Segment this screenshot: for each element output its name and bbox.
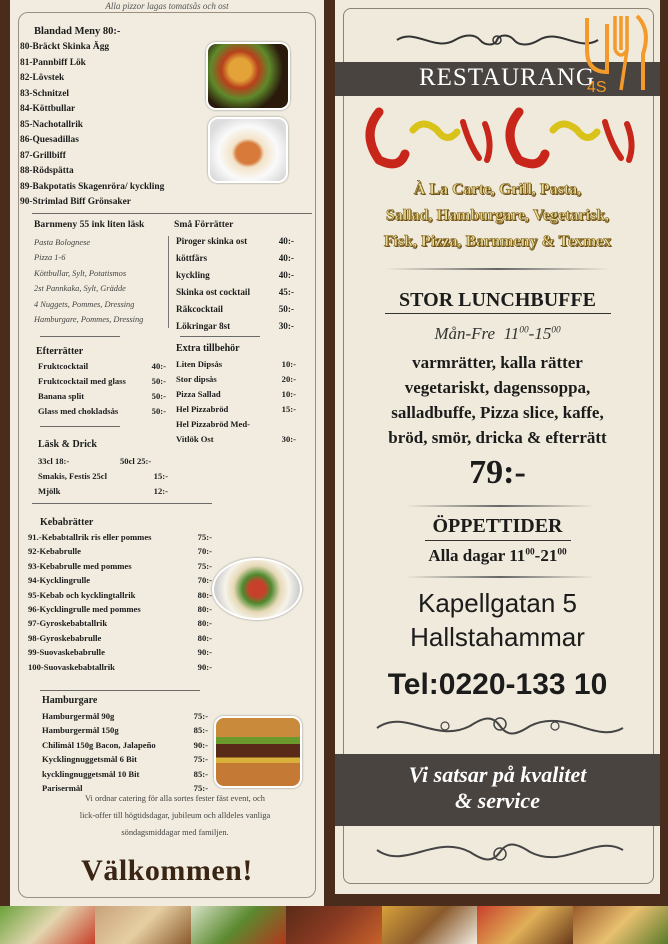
dessert-item [38, 389, 166, 405]
lunch-days: Mån-Fre [434, 324, 496, 343]
extra-item-name: Hel Pizzabröd Med- [176, 419, 250, 429]
divider [385, 313, 611, 314]
kebab-item-price: 75:- [197, 532, 212, 542]
hours-title: ÖPPETTIDER [432, 515, 563, 537]
lunch-desc-line: varmrätter, kalla rätter [412, 353, 583, 372]
kebab-item-price: 90:- [197, 647, 212, 658]
dessert-item-name: Fruktcocktail [38, 361, 89, 371]
cuisine-line: À La Carte, Grill, Pasta, [413, 181, 582, 198]
extra-item-price: 10:- [281, 359, 296, 369]
food-image-salad [212, 558, 302, 620]
extra-item [176, 372, 296, 388]
kebab-item-name: 91.-Kebabtallrik ris eller pommes [28, 532, 152, 542]
food-image-steak [208, 117, 288, 183]
dessert-item-price: 50:- [151, 376, 166, 386]
burger-item [42, 723, 208, 739]
drink-name: 33cl 18:- [38, 456, 70, 466]
extra-item-name: Hel Pizzabröd [176, 404, 229, 414]
extra-item-name: Vitlök Ost [176, 434, 214, 444]
starter-item-price: 30:- [278, 321, 294, 331]
kebab-item-name: 92-Kebabrulle [28, 546, 81, 557]
drink-mid: 50cl 25:- [120, 456, 152, 466]
food-photo [477, 906, 572, 944]
scroll-ornament-icon [375, 832, 625, 872]
scroll-ornament-icon [375, 706, 625, 746]
kebab-item-price: 90:- [197, 661, 212, 672]
starter-item [176, 302, 294, 318]
menu-item: 90-Strimlad Biff Grönsaker [20, 197, 131, 207]
cuisine-line: Sallad, Hamburgare, Vegetarisk, [385, 207, 610, 224]
kebab-item-name: 94-Kycklingrulle [28, 575, 91, 586]
divider [32, 503, 212, 504]
kebab-item-name: 98-Gyroskebabrulle [28, 632, 102, 643]
extra-item [176, 402, 296, 418]
menu-item: 88-Rödspätta [20, 166, 74, 176]
starter-item-price: 40:- [278, 236, 294, 246]
divider [405, 576, 595, 578]
divider [405, 505, 595, 507]
divider [40, 336, 120, 337]
dessert-item-name: Fruktcocktail med glass [38, 376, 126, 386]
kebab-item-price: 70:- [197, 575, 212, 586]
burger-item [42, 752, 208, 768]
starter-item-name: Skinka ost cocktail [176, 287, 251, 297]
kebab-item [28, 573, 212, 589]
kebab-item-name: 97-Gyroskebabtallrik [28, 618, 108, 629]
extra-item-price: 15:- [281, 404, 296, 414]
lunch-to-sup: 00 [551, 325, 561, 336]
burger-item-price: 85:- [193, 768, 208, 779]
hours-sup: 00 [557, 547, 567, 558]
kids-item: 4 Nuggets, Pommes, Dressing [34, 299, 135, 309]
kebab-item [28, 616, 212, 632]
kebab-item [28, 588, 212, 604]
kebab-item-name: 100-Suovaskebabtallrik [28, 661, 115, 672]
kebab-item-name: 95-Kebab och kycklingtallrik [28, 589, 136, 600]
lunch-from-sup: 00 [519, 325, 529, 336]
logo-text: 4S [587, 79, 607, 94]
burger-item-name: Hamburgermål 90g [42, 711, 115, 721]
drink-price: 15:- [153, 471, 168, 481]
fork-knife-logo-icon [581, 10, 653, 94]
lunch-desc-line: salladbuffe, Pizza slice, kaffe, [391, 403, 604, 422]
extra-item-price: 30:- [281, 434, 296, 444]
kebab-item-name: 93-Kebabrulle med pommes [28, 560, 132, 571]
menu-item: 84-Köttbullar [20, 104, 76, 114]
catering-note [40, 790, 310, 841]
drink-price: 12:- [153, 486, 168, 496]
hours-to: -21 [534, 546, 558, 565]
blandad-title: Blandad Meny 80:- [34, 26, 121, 37]
burger-item-name: Hamburgermål 150g [42, 725, 119, 736]
chili-pepper-icon [359, 104, 639, 170]
dessert-item-name: Glass med chokladsås [38, 406, 119, 416]
kebab-item [28, 660, 212, 676]
divider [385, 268, 610, 270]
left-menu-panel [10, 0, 324, 906]
burger-item [42, 738, 208, 754]
lunch-desc-line: vegetariskt, dagenssoppa, [404, 378, 591, 397]
starter-item [176, 319, 294, 335]
smaratter-title: Små Förrätter [174, 219, 234, 230]
address-street: Kapellgatan 5 [417, 588, 578, 618]
drink-item [38, 454, 168, 470]
kids-item: Pasta Bolognese [34, 238, 91, 247]
dessert-item-name: Banana split [38, 391, 85, 401]
kebab-item [28, 645, 212, 661]
drink-name: Smakis, Festis 25cl [38, 471, 107, 481]
burger-item-price: 90:- [193, 739, 208, 750]
starter-item [176, 234, 294, 250]
kebab-item-price: 80:- [197, 618, 212, 629]
cuisine-line: Fisk, Pizza, Barnmeny & Texmex [383, 233, 612, 250]
extra-item [176, 387, 296, 403]
hamburgare-title: Hamburgare [42, 695, 98, 706]
menu-item: 87-Grillbiff [20, 150, 66, 161]
food-photo [286, 906, 381, 944]
kebab-item-name: 96-Kycklingrulle med pommes [28, 604, 141, 614]
barnmeny-title: Barnmeny 55 ink liten läsk [34, 219, 145, 230]
hours-text [335, 546, 660, 566]
food-photo [95, 906, 190, 944]
burger-item-name: Parisermål [42, 783, 83, 793]
extra-item-price: 20:- [281, 374, 296, 384]
dessert-item [38, 404, 166, 420]
menu-item: 85-Nachotallrik [20, 119, 84, 130]
food-photo [0, 906, 95, 944]
starter-item-price: 50:- [278, 304, 294, 314]
burger-item-name: Kycklingnuggetsmål 6 Bit [42, 754, 138, 765]
kebab-item [28, 559, 212, 575]
dessert-item-price: 50:- [151, 406, 166, 416]
divider [425, 540, 571, 541]
menu-item: 89-Bakpotatis Skagenröra/ kyckling [20, 181, 165, 192]
welcome-heading: Välkommen! [81, 854, 253, 887]
kids-item: Köttbullar, Sylt, Potatismos [34, 268, 127, 278]
menu-item: 80-Bräckt Skinka Ägg [20, 42, 110, 52]
kids-item: 2st Pannkaka, Sylt, Grädde [34, 284, 126, 294]
dessert-item-price: 40:- [151, 361, 166, 371]
burger-item-price: 75:- [193, 783, 208, 793]
hours-days: Alla dagar 11 [428, 546, 526, 565]
burger-item [42, 781, 208, 797]
catering-line: lick-offer till högtidsdagar, jubileum och alldeles vanliga [79, 811, 271, 820]
kebab-item-price: 80:- [197, 632, 212, 643]
starter-item [176, 285, 294, 301]
menu-item: 82-Lövstek [20, 73, 65, 83]
kids-item: Hamburgare, Pommes, Dressing [34, 315, 144, 324]
kebab-item [28, 631, 212, 647]
scroll-ornament-icon [395, 26, 600, 54]
drink-name: Mjölk [38, 486, 61, 496]
lunch-price: 79:- [469, 454, 526, 491]
divider [180, 336, 260, 337]
extra-item-name: Pizza Sallad [176, 389, 221, 399]
starter-item-name: kyckling [176, 270, 210, 280]
starter-item-name: Räkcocktail [176, 304, 223, 314]
extra-item-price: 10:- [281, 389, 296, 399]
address-city: Hallstahammar [410, 622, 585, 652]
menu-item: 86-Quesadillas [20, 135, 79, 145]
food-image-nachos [206, 42, 290, 110]
dessert-item [38, 374, 166, 390]
kebab-item-price: 80:- [197, 589, 212, 600]
dessert-item [38, 359, 166, 375]
burger-item-name: kycklingnuggetsmål 10 Bit [42, 768, 140, 779]
extra-item-name: Liten Dipsås [176, 359, 223, 369]
lunch-title: STOR LUNCHBUFFE [399, 289, 596, 311]
food-photo [382, 906, 477, 944]
kebab-item-price: 70:- [197, 546, 212, 557]
menu-item: 83-Schnitzel [20, 88, 69, 99]
efterratter-title: Efterrätter [36, 346, 84, 357]
kebab-item-name: 99-Suovaskebabrulle [28, 647, 105, 658]
divider [32, 213, 312, 214]
burger-item [42, 767, 208, 783]
menu-item: 81-Pannbiff Lök [20, 57, 86, 68]
restaurang-label: RESTAURANG [418, 64, 596, 91]
burger-item [42, 709, 208, 725]
lunch-to: -15 [528, 324, 552, 343]
starter-item-name: Lökringar 8st [176, 321, 231, 331]
kebab-item-price: 75:- [197, 560, 212, 571]
starter-item [176, 251, 294, 267]
kids-item: Pizza 1-6 [34, 253, 66, 263]
lunch-from: 11 [503, 324, 520, 343]
slogan-line: Vi satsar på kvalitet [408, 762, 587, 787]
starter-item-name: köttfärs [176, 253, 208, 263]
food-image-burger [214, 716, 302, 788]
food-photo [191, 906, 286, 944]
starter-item-price: 40:- [278, 253, 294, 263]
kebab-item-price: 80:- [197, 604, 212, 614]
hours-sup: 00 [525, 547, 535, 558]
right-info-panel [335, 0, 660, 894]
extra-item [176, 357, 296, 373]
starter-item-price: 40:- [278, 270, 294, 280]
drink-item [38, 484, 168, 500]
extra-item-name: Stor dipsås [176, 374, 217, 384]
kebab-item [28, 544, 212, 560]
starter-item-name: Piroger skinka ost [176, 236, 248, 246]
catering-line: söndagsmiddagar med familjen. [121, 828, 229, 837]
lunch-desc-line: bröd, smör, dricka & efterrätt [388, 428, 607, 447]
column-divider [168, 236, 169, 328]
drick-title: Läsk & Drick [38, 439, 97, 450]
extra-item [176, 432, 296, 448]
kebab-title: Kebabrätter [40, 517, 94, 528]
starter-item-price: 45:- [278, 287, 294, 297]
kebab-item [28, 602, 212, 618]
slogan-line: & service [455, 788, 540, 813]
catering-line: Vi ordnar catering för alla sortes fester fäst event, och [85, 794, 265, 803]
lunch-hours [335, 324, 660, 344]
divider [40, 690, 200, 691]
kebab-item [28, 530, 212, 546]
extra-title: Extra tillbehör [176, 343, 240, 354]
top-note: Alla pizzor lagas tomatsås och ost [105, 1, 229, 11]
burger-item-name: Chilimål 150g Bacon, Jalapeño [42, 739, 156, 750]
food-photo-strip [0, 906, 668, 944]
dessert-item-price: 50:- [151, 391, 166, 401]
burger-item-price: 75:- [193, 711, 208, 721]
phone-number: Tel:0220-133 10 [387, 668, 608, 701]
burger-item-price: 85:- [193, 725, 208, 736]
drink-item [38, 469, 168, 485]
starter-item [176, 268, 294, 284]
food-photo [573, 906, 668, 944]
extra-item [176, 417, 296, 433]
divider [40, 426, 120, 427]
burger-item-price: 75:- [193, 754, 208, 765]
